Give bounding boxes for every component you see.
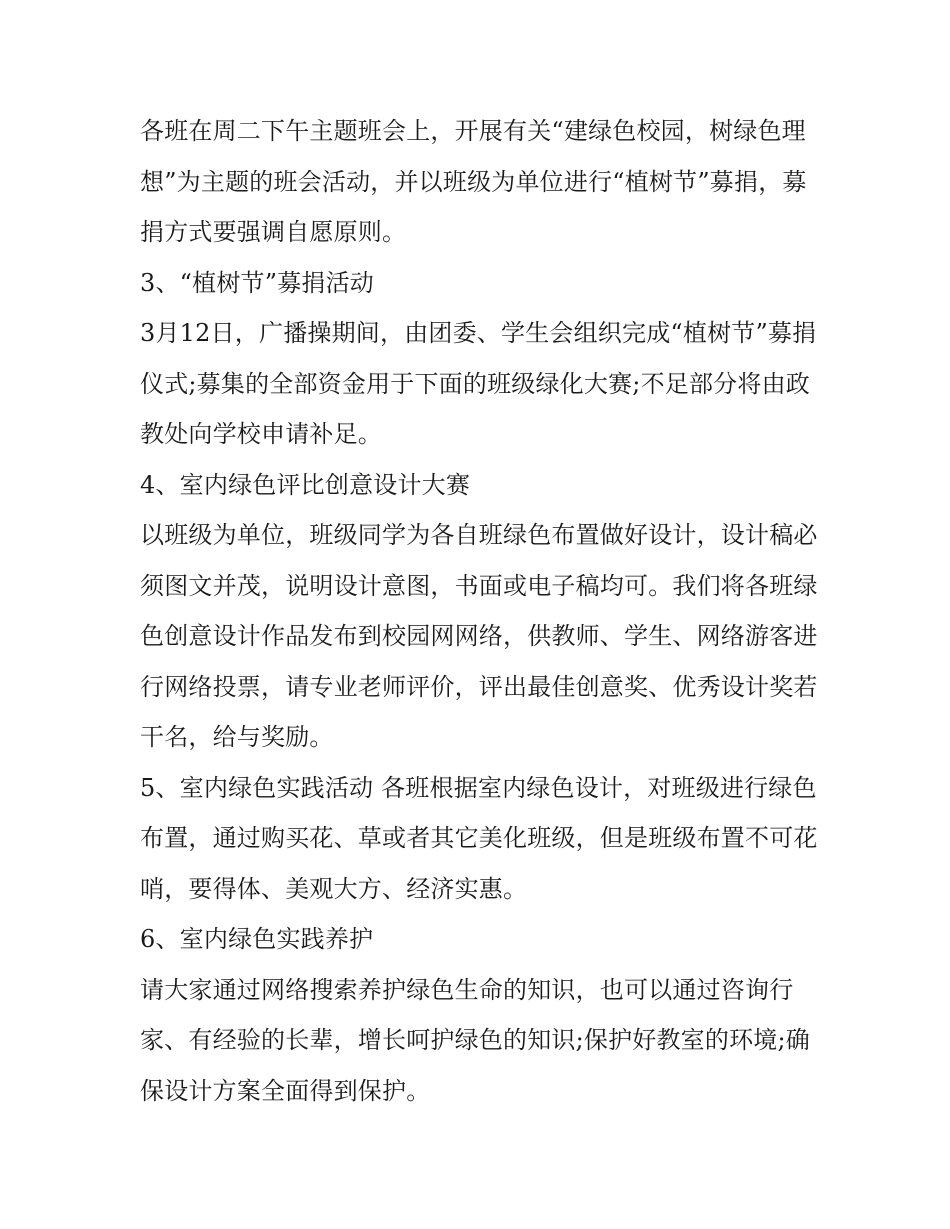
section-heading-donation: 3、“植树节”募捐活动 [140,268,375,297]
paragraph-class-meeting: 各班在周二下午主题班会上，开展有关“建绿色校园，树绿色理想”为主题的班会活动，并以班级为单位进行“植树节”募捐，募捐方式要强调自愿原则。 [140,117,807,246]
document-body [140,106,820,1116]
paragraph-design-contest: 以班级为单位，班级同学为各自班绿色布置做好设计，设计稿必须图文并茂，说明设计意图，书面或电子稿均可。我们将各班绿色创意设计作品发布到校园网网络，供教师、学生、网络游客进行网络投票，请专业老师评价，评出最佳创意奖、优秀设计奖若干名，给与奖励。 [140,521,818,751]
section-heading-design-contest: 4、室内绿色评比创意设计大赛 [140,470,471,499]
paragraph-practice-activity: 5、室内绿色实践活动 各班根据室内绿色设计，对班级进行绿色布置，通过购买花、草或者其它美化班级，但是班级布置不可花哨，要得体、美观大方、经济实惠。 [140,773,818,903]
section-heading-maintenance: 6、室内绿色实践养护 [140,925,374,953]
paragraph-maintenance: 请大家通过网络搜索养护绿色生命的知识，也可以通过咨询行家、有经验的长辈，增长呵护绿色的知识;保护好教室的环境;确保设计方案全面得到保护。 [140,975,810,1105]
paragraph-donation: 3月12日，广播操期间，由团委、学生会组织完成“植树节”募捐仪式;募集的全部资金用于下面的班级绿化大赛;不足部分将由政教处向学校申请补足。 [140,319,817,448]
